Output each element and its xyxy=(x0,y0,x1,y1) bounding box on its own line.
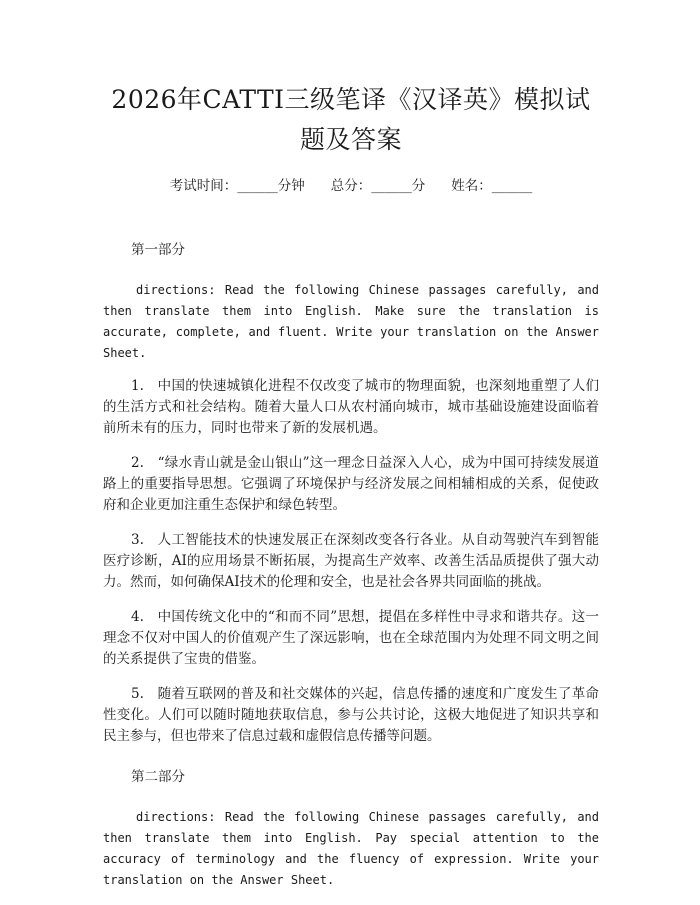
total-score-blank: ______ xyxy=(371,178,412,194)
document-page xyxy=(103,80,599,891)
part-one-heading: 第一部分 xyxy=(131,242,185,258)
exam-time-unit: 分钟 xyxy=(277,178,305,194)
question-number: 3. xyxy=(131,532,144,548)
part-one-directions: directions: Read the following Chinese passages carefully, and then translate them into English. Make sure the translation is accurate, complete, and fluent. Write your translation on the Answer Sheet. xyxy=(103,283,599,360)
total-score-label: 总分： xyxy=(330,178,372,194)
question-text: 中国传统文化中的“和而不同”思想，提倡在多样性中寻求和谐共存。这一理念不仅对中国人的价值观产生了深远影响，也在全球范围内为处理不同文明之间的关系提供了宝贵的借鉴。 xyxy=(103,609,599,667)
question-item xyxy=(103,376,599,439)
exam-info xyxy=(103,176,599,196)
part-two-heading: 第二部分 xyxy=(131,769,185,785)
name-label: 姓名： xyxy=(451,178,492,194)
total-score-unit: 分 xyxy=(411,178,426,194)
question-text: “绿水青山就是金山银山”这一理念日益深入人心，成为中国可持续发展道路上的重要指导思想。它强调了环境保护与经济发展之间相辅相成的关系，促使政府和企业更加注重生态保护和绿色转型。 xyxy=(103,455,599,513)
question-text: 中国的快速城镇化进程不仅改变了城市的物理面貌，也深刻地重塑了人们的生活方式和社会结构。随着大量人口从农村涌向城市，城市基础设施建设面临着前所未有的压力，同时也带来了新的发展机遇。 xyxy=(103,378,600,436)
question-number: 4. xyxy=(131,609,144,625)
question-item xyxy=(103,607,599,670)
exam-time-label: 考试时间： xyxy=(169,178,238,194)
document-title: 2026年CATTI三级笔译《汉译英》模拟试题及答案 xyxy=(111,85,591,154)
question-number: 2. xyxy=(131,455,144,471)
part-two-directions: directions: Read the following Chinese passages carefully, and then translate them into English. Pay special attention to the accuracy of terminology and the fluency of expression. Write your translation on the Answer Sheet. xyxy=(103,810,599,887)
question-item xyxy=(103,684,599,747)
question-text: 随着互联网的普及和社交媒体的兴起，信息传播的速度和广度发生了革命性变化。人们可以随时随地获取信息，参与公共讨论，这极大地促进了知识共享和民主参与，但也带来了信息过载和虚假信息传播等问题。 xyxy=(103,686,600,744)
question-number: 5. xyxy=(131,686,144,702)
question-number: 1. xyxy=(131,378,144,394)
question-item xyxy=(103,530,599,593)
part-one-question-list xyxy=(103,376,599,747)
name-blank: ______ xyxy=(491,178,533,194)
question-text: 人工智能技术的快速发展正在深刻改变各行各业。从自动驾驶汽车到智能医疗诊断，AI的应用场景不断拓展，为提高生产效率、改善生活品质提供了强大动力。然而，如何确保AI技术的伦理和安全，也是社会各界共同面临的挑战。 xyxy=(103,532,600,590)
exam-time-blank: ______ xyxy=(237,178,278,194)
question-item xyxy=(103,453,599,516)
